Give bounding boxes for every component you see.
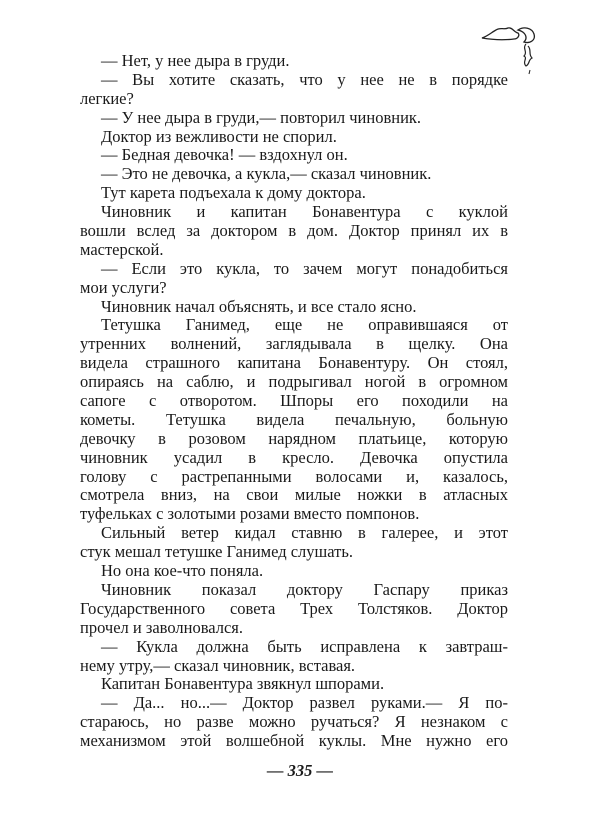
text-line: стараюсь, но разве можно ручаться? Я незнаком с	[80, 712, 508, 732]
text-line: — Это не девочка, а кукла,— сказал чиновник.	[101, 164, 432, 184]
text-line: механизмом этой волшебной куклы. Мне нужно его	[80, 731, 508, 751]
paragraph	[80, 562, 508, 581]
text-line: туфельках с золотыми розами вместо помпонов.	[80, 504, 420, 524]
text-line: — Да... но...— Доктор развел руками.— Я по-	[101, 693, 508, 713]
text-line: Капитан Бонавентура звякнул шпорами.	[101, 674, 385, 694]
paragraph	[80, 260, 508, 298]
text-line: смотрела вниз, на свои милые ножки в атласных	[80, 485, 508, 505]
text-line: мастерской.	[80, 239, 164, 259]
text-line: легкие?	[80, 88, 134, 108]
paragraph	[80, 52, 508, 71]
text-line: видела страшного капитана Бонавентуру. Он стоял,	[80, 353, 508, 373]
text-line: Доктор из вежливости не спорил.	[101, 126, 337, 146]
text-line: мои услуги?	[80, 277, 167, 297]
paragraph	[80, 694, 508, 751]
text-line: Государственного совета Трех Толстяков. Доктор	[80, 598, 508, 618]
text-line: прочел и заволновался.	[80, 617, 244, 637]
paragraph	[80, 581, 508, 638]
text-line: девочку в розовом нарядном платьице, которую	[80, 428, 508, 448]
text-line: Чиновник и капитан Бонавентура с куклой	[101, 202, 508, 222]
text-line: — Бедная девочка! — вздохнул он.	[101, 145, 348, 165]
body-text	[80, 52, 508, 751]
paragraph	[80, 638, 508, 676]
text-line: — Вы хотите сказать, что у нее не в порядке	[101, 69, 508, 89]
paragraph	[80, 184, 508, 203]
text-line: Тут карета подъехала к дому доктора.	[101, 183, 366, 203]
paragraph	[80, 109, 508, 128]
paragraph	[80, 128, 508, 147]
text-line: — Нет, у нее дыра в груди.	[101, 51, 290, 70]
text-line: — Кукла должна быть исправлена к завтраш-	[101, 636, 508, 656]
text-line: Чиновник начал объяснять, и все стало ясно.	[101, 296, 417, 316]
page-number: — 335 —	[267, 761, 333, 780]
text-line: кометы. Тетушка видела печальную, больную	[80, 409, 508, 429]
paragraph	[80, 316, 508, 524]
text-line: Чиновник показал доктору Гаспару приказ	[101, 579, 508, 599]
text-line: нему утру,— сказал чиновник, вставая.	[80, 655, 356, 675]
text-line: Сильный ветер кидал ставню в галерее, и этот	[101, 523, 508, 543]
paragraph	[80, 675, 508, 694]
text-line: — У нее дыра в груди,— повторил чиновник.	[101, 107, 422, 127]
paragraph	[80, 298, 508, 317]
paragraph	[80, 203, 508, 260]
text-line: сапоге с отворотом. Шпоры его походили на	[80, 391, 508, 411]
text-line: опираясь на саблю, и подрыгивал ногой в огромном	[80, 372, 508, 392]
text-line: голову с растрепанными волосами и, казалось,	[80, 466, 508, 486]
paragraph	[80, 146, 508, 165]
text-line: — Если это кукла, то зачем могут понадобиться	[101, 258, 508, 278]
text-line: Но она кое-что поняла.	[101, 561, 264, 581]
text-line: Тетушка Ганимед, еще не оправившаяся от	[101, 315, 508, 335]
text-line: стук мешал тетушке Ганимед слушать.	[80, 542, 353, 562]
paragraph	[80, 524, 508, 562]
paragraph	[80, 71, 508, 109]
text-line: вошли вслед за доктором в дом. Доктор принял их в	[80, 221, 508, 241]
text-line: утренних волнений, заглядывала в щелку. Она	[80, 334, 508, 354]
text-line: чиновник усадил в кресло. Девочка опустила	[80, 447, 508, 467]
paragraph	[80, 165, 508, 184]
